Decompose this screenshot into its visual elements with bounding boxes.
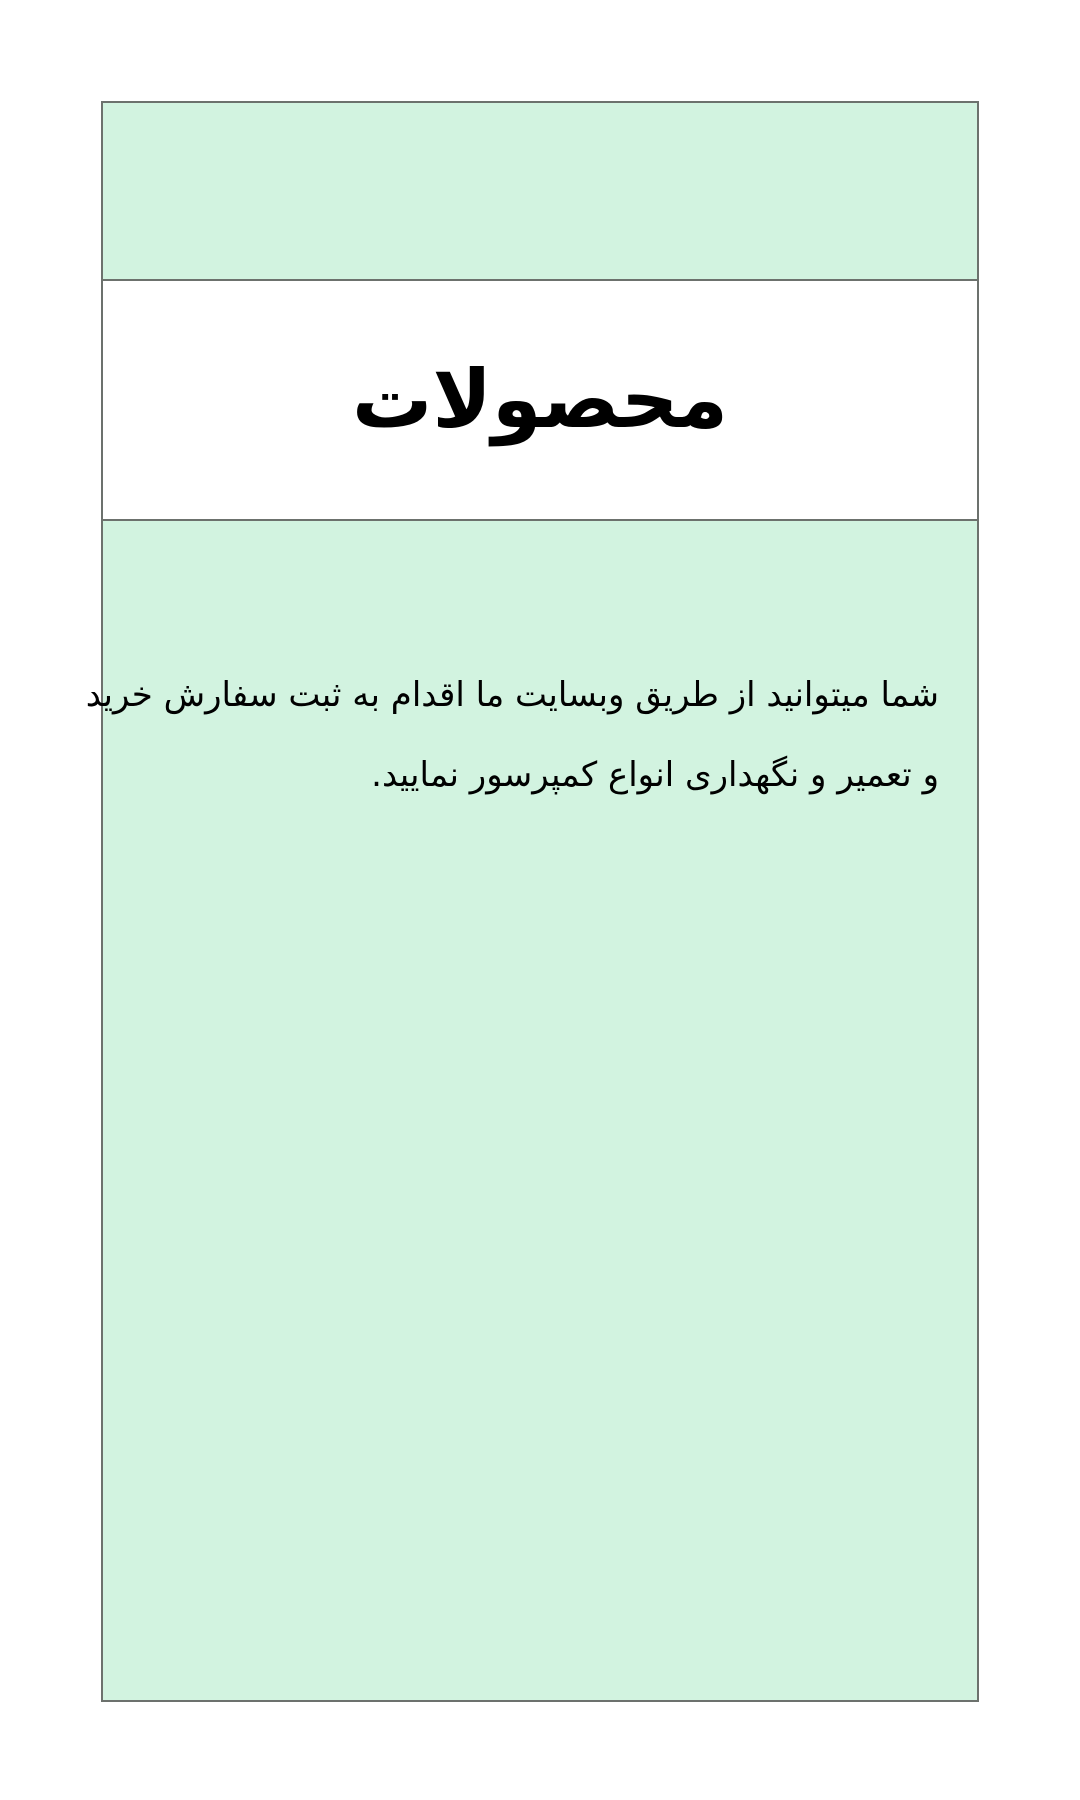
intro-paragraph xyxy=(85,655,939,815)
content-column xyxy=(85,101,979,1702)
page-title: محصولات xyxy=(351,353,729,446)
intro-paragraph-line-1: شما میتوانید از طریق وبسایت ما اقدام به ثبت سفارش خرید xyxy=(85,675,939,715)
content-section xyxy=(85,519,979,1702)
intro-paragraph-line-2: و تعمیر و نگهداری انواع کمپرسور نمایید. xyxy=(371,755,939,795)
top-spacer-band xyxy=(101,101,979,281)
title-section xyxy=(101,279,979,521)
